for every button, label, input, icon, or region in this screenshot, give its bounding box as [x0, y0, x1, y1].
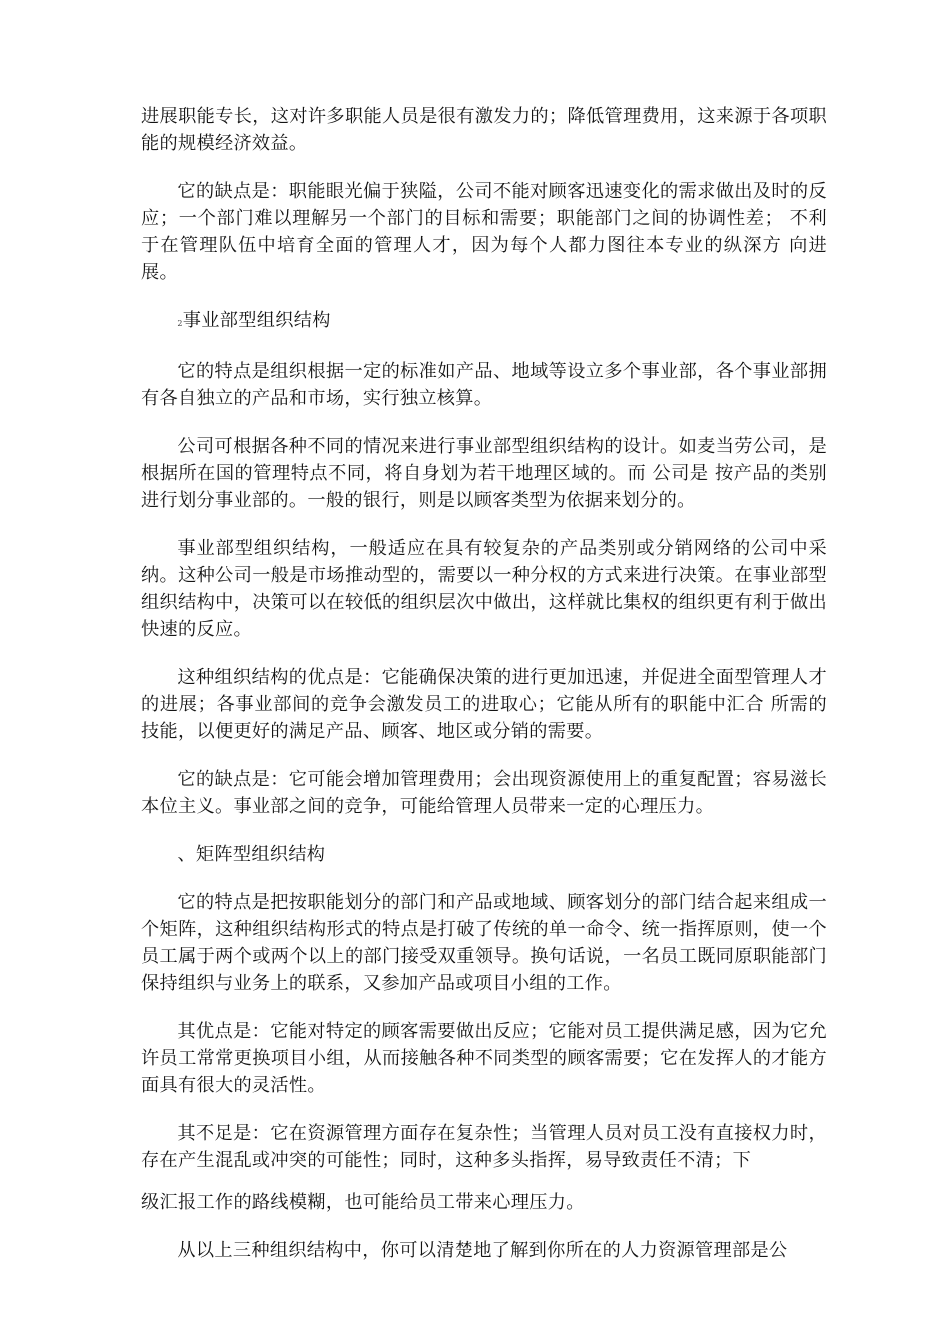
paragraph-divisional-advantages: 这种组织结构的优点是：它能确保决策的进行更加迅速，并促进全面型管理人才的进展；各事业部间的竞争会激发员工的进取心；它能从所有的职能中汇合 所需的技能，以便更好的满足产品、顾客、地区或分销的需要。	[141, 667, 827, 742]
document-body	[141, 103, 827, 1285]
paragraph-matrix-disadvantages-continued: 级汇报工作的路线模糊，也可能给员工带来心理压力。	[141, 1192, 585, 1213]
paragraph-divisional-features: 它的特点是组织根据一定的标准如产品、地域等设立多个事业部，各个事业部拥有各自独立的产品和市场，实行独立核算。	[141, 361, 827, 409]
section-heading-matrix: 、矩阵型组织结构	[177, 844, 326, 865]
paragraph-matrix-advantages: 其优点是：它能对特定的顾客需要做出反应；它能对员工提供满足感，因为它允许员工常常更换项目小组，从而接触各种不同类型的顾客需要；它在发挥人的才能方面具有很大的灵活性。	[141, 1021, 827, 1096]
section-heading-divisional	[141, 307, 827, 337]
paragraph-conclusion: 从以上三种组织结构中，你可以清楚地了解到你所在的人力资源管理部是公	[177, 1240, 788, 1261]
paragraph-divisional-design: 公司可根据各种不同的情况来进行事业部型组织结构的设计。如麦当劳公司，是根据所在国的管理特点不同，将自身划为若干地理区域的。而 公司是 按产品的类别进行划分事业部的。一般的银行，则是以顾客类型为依据来划分的。	[141, 436, 827, 511]
paragraph-divisional-disadvantages: 它的缺点是：它可能会增加管理费用；会出现资源使用上的重复配置；容易滋长本位主义。事业部之间的竞争，可能给管理人员带来一定的心理压力。	[141, 769, 827, 817]
paragraph-matrix-disadvantages: 其不足是：它在资源管理方面存在复杂性；当管理人员对员工没有直接权力时，存在产生混乱或冲突的可能性；同时，这种多头指挥，易导致责任不清；下	[141, 1123, 827, 1171]
paragraph-divisional-applicability: 事业部型组织结构，一般适应在具有较复杂的产品类别或分销网络的公司中采纳。这种公司一般是市场推动型的，需要以一种分权的方式来进行决策。在事业部型组织结构中，决策可以在较低的组织层次中做出，这样就比集权的组织更有利于做出快速的反应。	[141, 538, 827, 640]
paragraph-matrix-features: 它的特点是把按职能划分的部门和产品或地域、顾客划分的部门结合起来组成一个矩阵，这种组织结构形式的特点是打破了传统的单一命令、统一指挥原则，使一个员工属于两个或两个以上的部门接受双重领导。换句话说，一名员工既同原职能部门保持组织与业务上的联系，又参加产品或项目小组的工作。	[141, 892, 827, 994]
paragraph-functional-disadvantages: 它的缺点是：职能眼光偏于狭隘，公司不能对顾客迅速变化的需求做出及时的反应；一个部门难以理解另一个部门的目标和需要；职能部门之间的协调性差； 不利于在管理队伍中培育全面的管理人才，因为每个人都力图往本专业的纵深方 向进展。	[141, 181, 827, 283]
heading-text: 事业部型组织结构	[182, 310, 331, 331]
heading-marker: 2	[177, 319, 183, 328]
paragraph-functional-advantages: 进展职能专长，这对许多职能人员是很有激发力的；降低管理费用，这来源于各项职能的规模经济效益。	[141, 106, 827, 154]
